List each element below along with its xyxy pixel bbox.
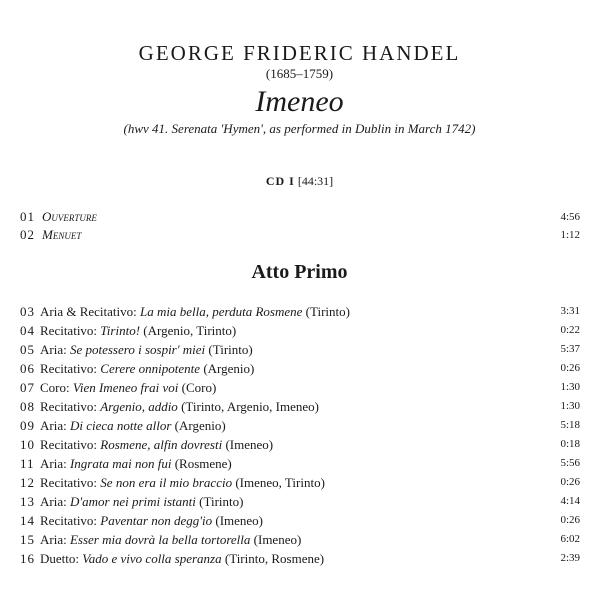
track-time: 5:56 (560, 457, 580, 469)
track-roles: (Imeneo) (215, 513, 264, 528)
track-time: 5:18 (560, 419, 580, 431)
track-title: Paventar non degg'io (100, 513, 213, 528)
track-title: Rosmene, alfin dovresti (100, 437, 223, 452)
track-roles: (Imeneo, Tirinto) (235, 475, 325, 490)
track-number: 15 (20, 532, 35, 547)
track-time: 6:02 (560, 533, 580, 545)
track-row (20, 321, 580, 340)
track-description (40, 530, 301, 549)
track-time: 0:26 (560, 362, 580, 374)
track-row (20, 530, 580, 549)
track-form: Aria: (40, 418, 67, 433)
track-time: 5:37 (560, 343, 580, 355)
track-title: Di cieca notte allor (69, 418, 172, 433)
composer-name: GEORGE FRIDERIC HANDEL (138, 41, 461, 65)
track-number: 14 (20, 513, 35, 528)
track-number: 01 (20, 209, 35, 224)
track-description (40, 549, 324, 568)
track-row (20, 454, 580, 473)
track-roles: (Tirinto) (208, 342, 253, 357)
track-form: Recitativo: (40, 437, 98, 452)
track-roles: (Tirinto, Rosmene) (224, 551, 325, 566)
track-row (20, 208, 580, 226)
track-description (40, 397, 319, 416)
track-description (40, 340, 253, 359)
track-title: Vien Imeneo frai voi (72, 380, 179, 395)
track-roles: (Tirinto) (199, 494, 244, 509)
track-time: 4:56 (560, 211, 580, 223)
track-roles: (Argenio) (203, 361, 255, 376)
track-title: Tirinto! (100, 323, 141, 338)
track-form: Aria: (40, 342, 67, 357)
track-description (40, 492, 243, 511)
track-form: Recitativo: (40, 475, 98, 490)
track-form: Coro: (40, 380, 70, 395)
track-row (20, 416, 580, 435)
track-description (40, 454, 232, 473)
track-description (40, 416, 226, 435)
track-time: 0:26 (560, 476, 580, 488)
track-time: 1:30 (560, 381, 580, 393)
track-description (40, 378, 216, 397)
track-description (40, 473, 325, 492)
track-time: 0:26 (560, 514, 580, 526)
track-form: Recitativo: (40, 513, 98, 528)
track-number: 03 (20, 304, 35, 319)
track-row (20, 226, 580, 244)
track-row (20, 359, 580, 378)
track-roles: (Argenio) (174, 418, 226, 433)
track-number: 07 (20, 380, 35, 395)
track-time: 3:31 (560, 305, 580, 317)
track-description (40, 359, 254, 378)
track-roles: (Imeneo) (225, 437, 274, 452)
track-description (40, 321, 236, 340)
track-number: 05 (20, 342, 35, 357)
track-row (20, 511, 580, 530)
track-row (20, 473, 580, 492)
track-time: 2:39 (560, 552, 580, 564)
track-number: 16 (20, 551, 35, 566)
track-form: Aria: (40, 532, 67, 547)
work-subtitle: (hwv 41. Serenata 'Hymen', as performed in Dublin in March 1742) (123, 121, 476, 136)
track-roles: (Rosmene) (174, 456, 232, 471)
track-number: 06 (20, 361, 35, 376)
track-roles: (Tirinto) (305, 304, 350, 319)
act-tracklist (20, 302, 580, 568)
track-title: La mia bella, perduta Rosmene (140, 304, 303, 319)
track-form: Recitativo: (40, 361, 98, 376)
track-form: Aria & Recitativo: (40, 304, 137, 319)
composer-dates: (1685–1759) (265, 66, 334, 81)
track-roles: (Tirinto, Argenio, Imeneo) (181, 399, 319, 414)
track-form: Recitativo: (40, 399, 98, 414)
cd-duration: [44:31] (297, 174, 334, 188)
overture-tracklist (20, 208, 580, 244)
track-number: 09 (20, 418, 35, 433)
track-row (20, 340, 580, 359)
track-number: 10 (20, 437, 35, 452)
cd-label: CD I (265, 174, 295, 188)
track-title: Menuet (42, 227, 82, 242)
track-row (20, 378, 580, 397)
track-number: 04 (20, 323, 35, 338)
track-form: Aria: (40, 456, 67, 471)
track-title: Ingrata mai non fui (69, 456, 172, 471)
track-time: 1:30 (560, 400, 580, 412)
track-number: 11 (20, 456, 35, 471)
track-title: Argenio, addio (100, 399, 178, 414)
track-number: 08 (20, 399, 35, 414)
track-row (20, 549, 580, 568)
track-title: Cerere onnipotente (100, 361, 201, 376)
track-description (40, 435, 273, 454)
track-title: Ouverture (42, 209, 97, 224)
track-roles: (Argenio, Tirinto) (143, 323, 237, 338)
track-title: Se non era il mio braccio (100, 475, 233, 490)
track-description (40, 302, 350, 321)
track-row (20, 397, 580, 416)
track-number: 12 (20, 475, 35, 490)
cd-heading (0, 174, 599, 188)
track-number: 13 (20, 494, 35, 509)
track-title: Esser mia dovrà la bella tortorella (69, 532, 251, 547)
track-row (20, 492, 580, 511)
work-title: Imeneo (255, 85, 344, 118)
track-time: 0:22 (560, 324, 580, 336)
track-roles: (Imeneo) (253, 532, 302, 547)
track-form: Aria: (40, 494, 67, 509)
track-form: Duetto: (40, 551, 79, 566)
track-number: 02 (20, 227, 35, 242)
track-title: Se potessero i sospir' miei (69, 342, 206, 357)
track-title: Vado e vivo colla speranza (82, 551, 222, 566)
track-title: D'amor nei primi istanti (69, 494, 196, 509)
track-row (20, 302, 580, 321)
track-roles: (Coro) (181, 380, 217, 395)
track-time: 1:12 (560, 229, 580, 241)
act-heading: Atto Primo (251, 261, 348, 283)
track-form: Recitativo: (40, 323, 98, 338)
track-time: 0:18 (560, 438, 580, 450)
track-description (40, 511, 263, 530)
track-row (20, 435, 580, 454)
track-time: 4:14 (560, 495, 580, 507)
